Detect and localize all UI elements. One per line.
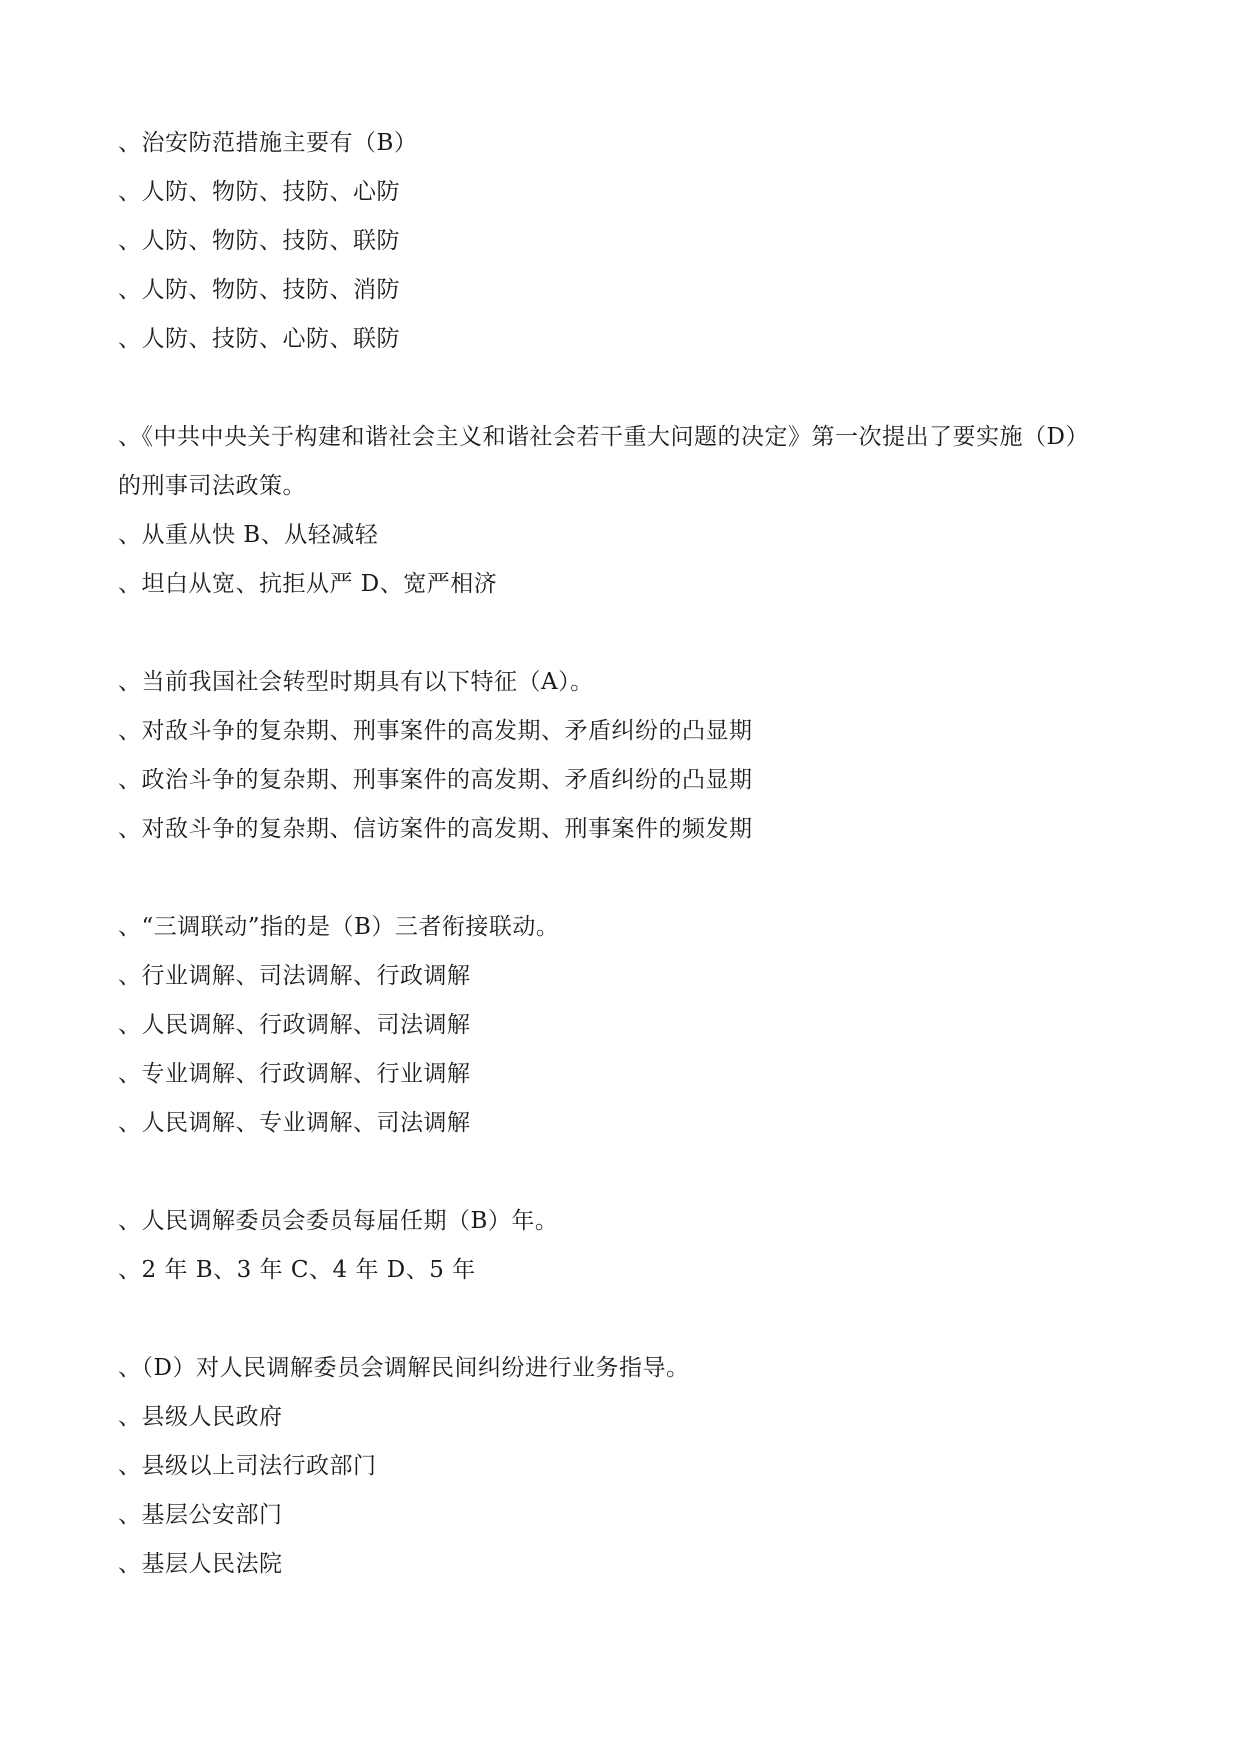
question-6-option-a: 、县级人民政府 — [118, 1404, 283, 1430]
question-1-option-c: 、人防、物防、技防、消防 — [118, 277, 400, 303]
question-6-option-d: 、基层人民法院 — [118, 1551, 283, 1577]
question-4-stem: 、“三调联动”指的是（B）三者衔接联动。 — [118, 914, 560, 940]
question-2-stem-line-2: 的刑事司法政策。 — [118, 473, 306, 499]
question-5-stem: 、人民调解委员会委员每届任期（B）年。 — [118, 1208, 559, 1234]
question-2-option-ab: 、从重从快 B、从轻减轻 — [118, 522, 379, 548]
question-1-option-d: 、人防、技防、心防、联防 — [118, 326, 400, 352]
question-1-option-b: 、人防、物防、技防、联防 — [118, 228, 400, 254]
question-1-option-a: 、人防、物防、技防、心防 — [118, 179, 400, 205]
question-6-option-c: 、基层公安部门 — [118, 1502, 283, 1528]
question-5-options: 、2 年 B、3 年 C、4 年 D、5 年 — [118, 1257, 476, 1283]
question-4-option-c: 、专业调解、行政调解、行业调解 — [118, 1061, 471, 1087]
question-3-option-a: 、对敌斗争的复杂期、刑事案件的高发期、矛盾纠纷的凸显期 — [118, 718, 753, 744]
question-4-option-b: 、人民调解、行政调解、司法调解 — [118, 1012, 471, 1038]
question-4-option-d: 、人民调解、专业调解、司法调解 — [118, 1110, 471, 1136]
question-4-option-a: 、行业调解、司法调解、行政调解 — [118, 963, 471, 989]
question-3-stem: 、当前我国社会转型时期具有以下特征（A）。 — [118, 669, 594, 695]
question-3-option-c: 、对敌斗争的复杂期、信访案件的高发期、刑事案件的频发期 — [118, 816, 753, 842]
question-6-stem: 、（D）对人民调解委员会调解民间纠纷进行业务指导。 — [118, 1355, 690, 1381]
question-6-option-b: 、县级以上司法行政部门 — [118, 1453, 377, 1479]
question-2-option-cd: 、坦白从宽、抗拒从严 D、宽严相济 — [118, 571, 498, 597]
question-2-stem-line-1: 、《中共中央关于构建和谐社会主义和谐社会若干重大问题的决定》第一次提出了要实施（D） — [118, 424, 1089, 450]
question-1-stem: 、治安防范措施主要有（B） — [118, 130, 418, 156]
question-3-option-b: 、政治斗争的复杂期、刑事案件的高发期、矛盾纠纷的凸显期 — [118, 767, 753, 793]
